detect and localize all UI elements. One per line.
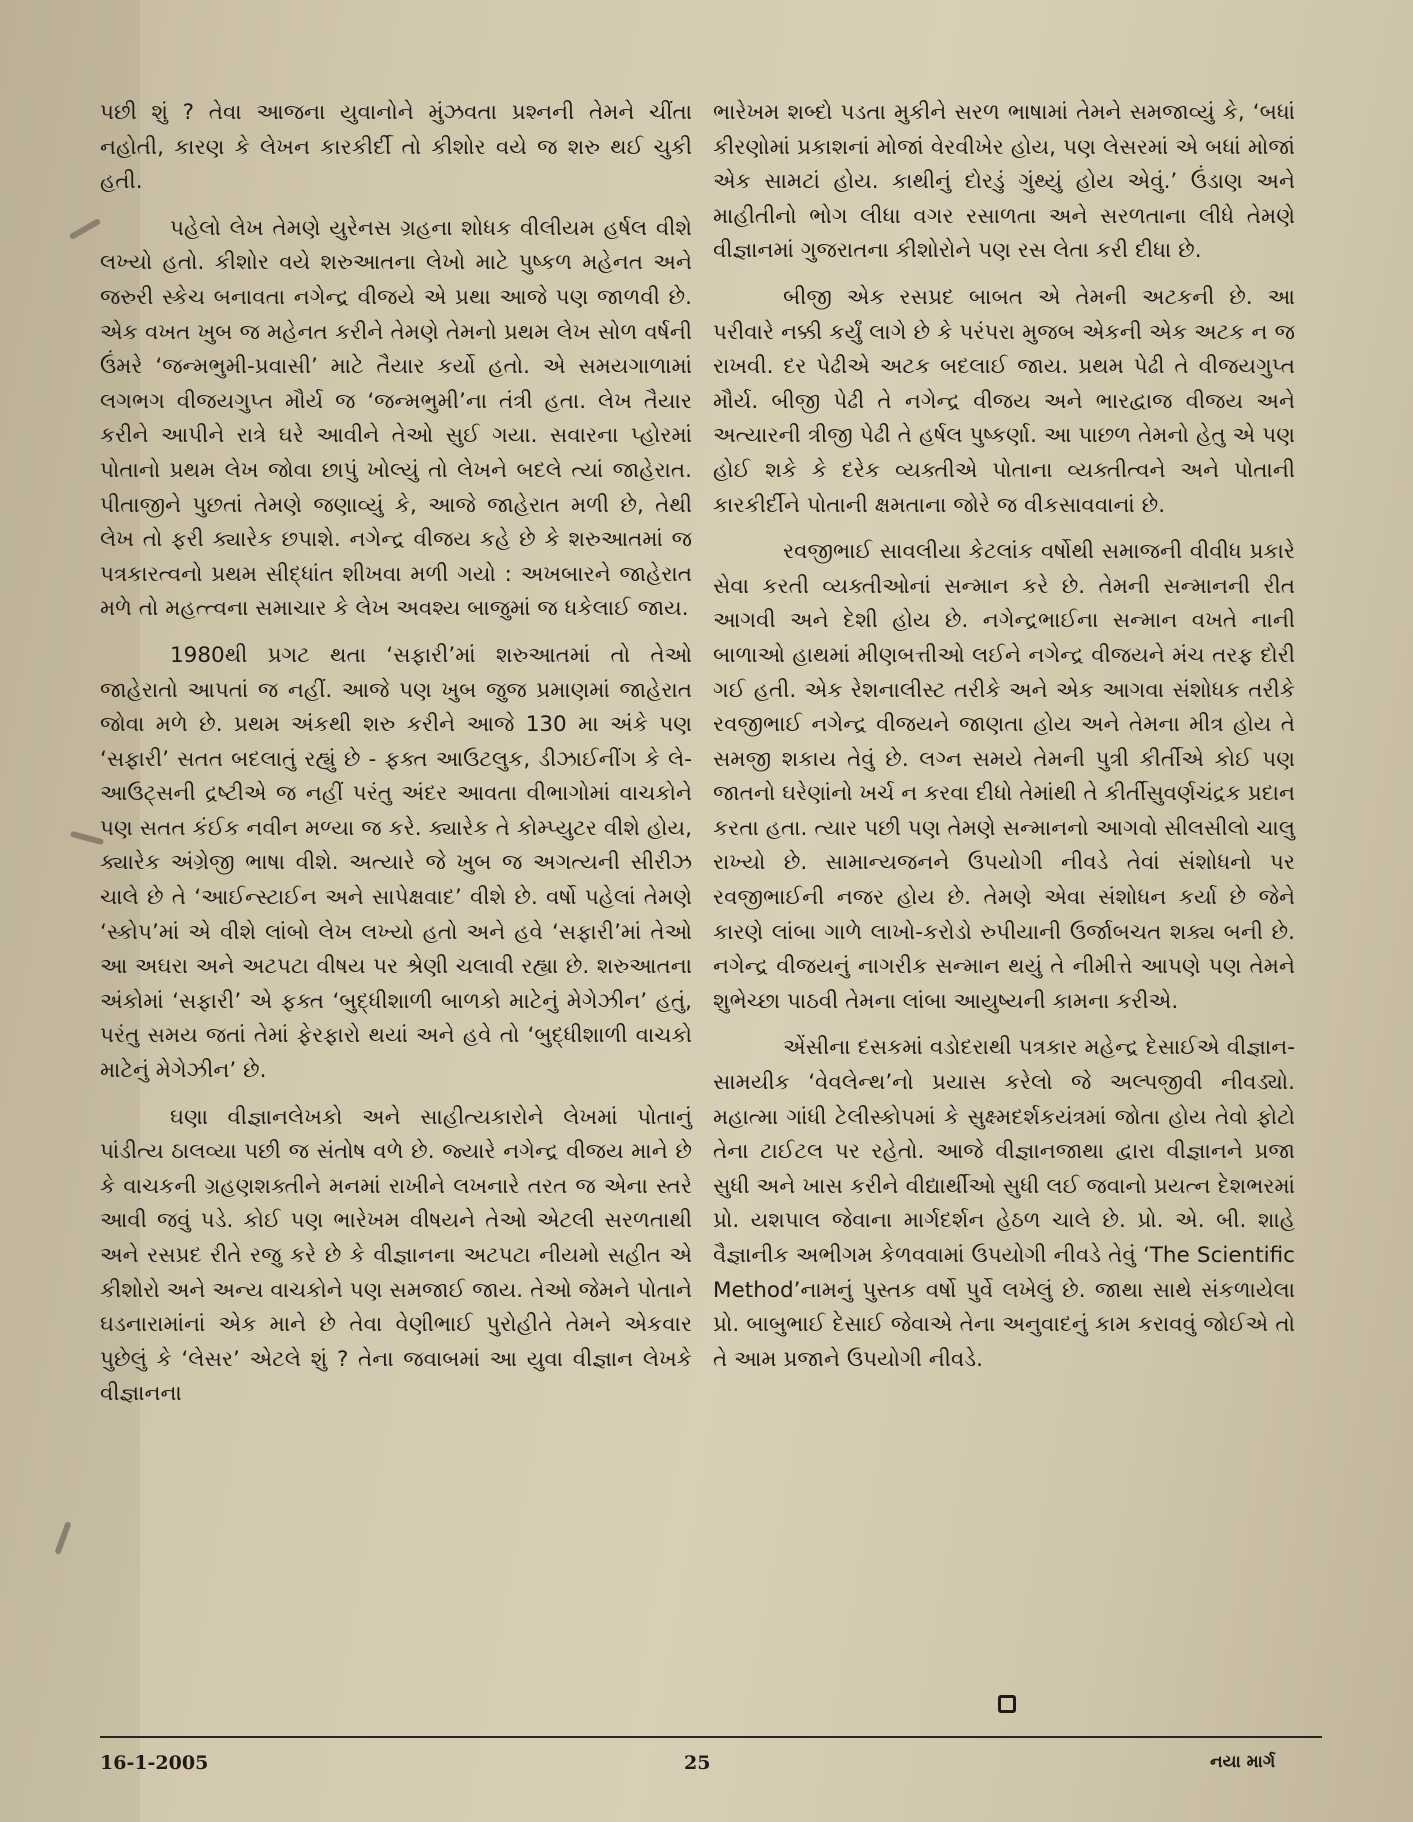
article-end-mark: [998, 1695, 1016, 1713]
paragraph: બીજી એક રસપ્રદ બાબત એ તેમની અટકની છે. આ પરીવારે નક્કી કર્યું લાગે છે કે પરંપરા મુજબ એકની એક અટક ન જ રાખવી. દર પેઢીએ અટક બદલાઈ જાય. પ્રથમ પેઢી તે વીજયગુપ્ત મૌર્ય. બીજી પેઢી તે નગેન્દ્ર વીજય અને ભારદ્વાજ વીજય અને અત્યારની ત્રીજી પેઢી તે હર્ષલ પુષ્કર્ણા. આ પાછળ તેમનો હેતુ એ પણ હોઈ શકે કે દરેક વ્યક્તીએ પોતાના વ્યક્તીત્વને અને પોતાની કારકીર્દીને પોતાની ક્ષમતાના જોરે જ વીકસાવવાનાં છે.: [713, 284, 1295, 518]
issue-date: 16-1-2005: [100, 1752, 209, 1774]
footer-rule: [100, 1736, 1322, 1738]
paragraph: પછી શું ? તેવા આજના યુવાનોને મુંઝવતા પ્રશ્નની તેમને ચીંતા નહોતી, કારણ કે લેખન કારકીર્દી તો કીશોર વયે જ શરુ થઈ ચુકી હતી.: [100, 100, 692, 195]
paragraph: ઘણા વીજ્ઞાનલેખકો અને સાહીત્યકારોને લેખમાં પોતાનું પાંડીત્ય ઠાલવ્યા પછી જ સંતોષ વળે છે. જ્યારે નગેન્દ્ર વીજય માને છે કે વાચકની ગ્રહણશક્તીને મનમાં રાખીને લખનારે તરત જ એના સ્તરે આવી જવું પડે. કોઈ પણ ભારેખમ વીષયને તેઓ એટલી સરળતાથી અને રસપ્રદ રીતે રજુ કરે છે કે વીજ્ઞાનના અટપટા નીયમો સહીત એ કીશોરો અને અન્ય વાચકોને પણ સમજાઈ જાય. તેઓ જેમને પોતાને ઘડનારામાંનાં એક માને છે તેવા વેણીભાઈ પુરોહીતે તેમને એકવાર પુછેલું કે ‘લેસર’ એટલે શું ? તેના જવાબમાં આ યુવા વીજ્ઞાન લેખકે વીજ્ઞાનના: [100, 1104, 692, 1407]
paragraph: રવજીભાઈ સાવલીયા કેટલાંક વર્ષોથી સમાજની વીવીધ પ્રકારે સેવા કરતી વ્યક્તીઓનાં સન્માન કરે છે. તેમની સન્માનની રીત આગવી અને દેશી હોય છે. નગેન્દ્રભાઈના સન્માન વખતે નાની બાળાઓ હાથમાં મીણબત્તીઓ લઈને નગેન્દ્ર વીજયને મંચ તરફ દોરી ગઈ હતી. એક રેશનાલીસ્ટ તરીકે અને એક આગવા સંશોધક તરીકે રવજીભાઈ નગેન્દ્ર વીજયને જાણતા હોય અને તેમના મીત્ર હોય તે સમજી શકાય તેવું છે. લગ્ન સમયે તેમની પુત્રી કીર્તીએ કોઈ પણ જાતનો ઘરેણાંનો ખર્ચ ન કરવા દીધો તેમાંથી તે કીર્તીસુવર્ણચંદ્રક પ્રદાન કરતા હતા. ત્યાર પછી પણ તેમણે સન્માનનો આગવો સીલસીલો ચાલુ રાખ્યો છે. સામાન્યજનને ઉપયોગી નીવડે તેવાં સંશોધનો પર રવજીભાઈની નજર હોય છે. તેમણે એવા સંશોધન કર્યા છે જેને કારણે લાંબા ગાળે લાખો-કરોડો રુપીયાની ઉર્જાબચત શક્ય બની છે. નગેન્દ્ર વીજયનું નાગરીક સન્માન થયું તે નીમીત્તે આપણે પણ તેમને શુભેચ્છા પાઠવી તેમના લાંબા આયુષ્યની કામના કરીએ.: [713, 539, 1295, 1014]
right-column: [713, 96, 1295, 1389]
paragraph: એંસીના દસકમાં વડોદરાથી પત્રકાર મહેન્દ્ર દેસાઈએ વીજ્ઞાન-સામયીક ‘વેવલેન્થ’નો પ્રયાસ કરેલો જે અલ્પજીવી નીવડ્યો. મહાત્મા ગાંધી ટેલીસ્કોપમાં કે સુક્ષ્મદર્શકયંત્રમાં જોતા હોય તેવો ફોટો તેના ટાઈટલ પર રહેતો. આજે વીજ્ઞાનજાથા દ્વારા વીજ્ઞાનને પ્રજા સુધી અને ખાસ કરીને વીદ્યાર્થીઓ સુધી લઈ જવાનો પ્રયત્ન દેશભરમાં પ્રો. યશપાલ જેવાના માર્ગદર્શન હેઠળ ચાલે છે. પ્રો. એ. બી. શાહે વૈજ્ઞાનીક અભીગમ કેળવવામાં ઉપયોગી નીવડે તેવું ‘The Scientific Method’નામનું પુસ્તક વર્ષો પુર્વે લખેલું છે. જાથા સાથે સંકળાયેલા પ્રો. બાબુભાઈ દેસાઈ જેવાએ તેના અનુવાદનું કામ કરાવવું જોઈએ તો તે આમ પ્રજાને ઉપયોગી નીવડે.: [713, 1035, 1295, 1372]
paragraph: પહેલો લેખ તેમણે યુરેનસ ગ્રહના શોધક વીલીયમ હર્ષલ વીશે લખ્યો હતો. કીશોર વયે શરુઆતના લેખો માટે પુષ્કળ મહેનત અને જરુરી સ્કેચ બનાવતા નગેન્દ્ર વીજયે એ પ્રથા આજે પણ જાળવી છે. એક વખત ખુબ જ મહેનત કરીને તેમણે તેમનો પ્રથમ લેખ સોળ વર્ષની ઉંમરે ‘જન્મભુમી-પ્રવાસી’ માટે તૈયાર કર્યો હતો. એ સમયગાળામાં લગભગ વીજયગુપ્ત મૌર્ય જ ‘જન્મભુમી’ના તંત્રી હતા. લેખ તૈયાર કરીને આપીને રાત્રે ઘરે આવીને તેઓ સુઈ ગયા. સવારના પ્હોરમાં પોતાનો પ્રથમ લેખ જોવા છાપું ખોલ્યું તો લેખને બદલે ત્યાં જાહેરાત. પીતાજીને પુછતાં તેમણે જણાવ્યું કે, આજે જાહેરાત મળી છે, તેથી લેખ તો ફરી ક્યારેક છપાશે. નગેન્દ્ર વીજય કહે છે કે શરુઆતમાં જ પત્રકારત્વનો પ્રથમ સીદ્ધાંત શીખવા મળી ગયો : અખબારને જાહેરાત મળે તો મહત્ત્વના સમાચાર કે લેખ અવશ્ય બાજુમાં જ ધકેલાઈ જાય.: [100, 215, 692, 622]
paragraph: ભારેખમ શબ્દો પડતા મુકીને સરળ ભાષામાં તેમને સમજાવ્યું કે, ‘બધાં કીરણોમાં પ્રકાશનાં મોજાં વેરવીખેર હોય, પણ લેસરમાં એ બધાં મોજાં એક સામટાં હોય. કાથીનું દોરડું ગુંથ્યું હોય એવું.’ ઉંડાણ અને માહીતીનો ભોગ લીધા વગર રસાળતા અને સરળતાના લીધે તેમણે વીજ્ઞાનમાં ગુજરાતના કીશોરોને પણ રસ લેતા કરી દીધા છે.: [713, 100, 1295, 264]
magazine-name: નયા માર્ગ: [1210, 1752, 1276, 1772]
page-number: 25: [684, 1752, 711, 1774]
paragraph: 1980થી પ્રગટ થતા ‘સફારી’માં શરુઆતમાં તો તેઓ જાહેરાતો આપતાં જ નહીં. આજે પણ ખુબ જુજ પ્રમાણમાં જાહેરાત જોવા મળે છે. પ્રથમ અંકથી શરુ કરીને આજે 130 મા અંકે પણ ‘સફારી’ સતત બદલાતું રહ્યું છે - ફક્ત આઉટલુક, ડીઝાઈનીંગ કે લે-આઉટ્સની દ્રષ્ટીએ જ નહીં પરંતુ અંદર આવતા વીભાગોમાં વાચકોને પણ સતત કંઈક નવીન મળ્યા જ કરે. ક્યારેક તે કોમ્પ્યુટર વીશે હોય, ક્યારેક અંગ્રેજી ભાષા વીશે. અત્યારે જે ખુબ જ અગત્યની સીરીઝ ચાલે છે તે ‘આઈન્સ્ટાઈન અને સાપેક્ષવાદ’ વીશે છે. વર્ષો પહેલાં તેમણે ‘સ્કોપ’માં એ વીશે લાંબો લેખ લખ્યો હતો અને હવે ‘સફારી’માં તેઓ આ અઘરા અને અટપટા વીષય પર શ્રેણી ચલાવી રહ્યા છે. શરુઆતના અંકોમાં ‘સફારી’ એ ફક્ત ‘બુદ્ધીશાળી બાળકો માટેનું મેગેઝીન’ હતું, પરંતુ સમય જતાં તેમાં ફેરફારો થયાં અને હવે તો ‘બુદ્ધીશાળી વાચકો માટેનું મેગેઝીન’ છે.: [100, 642, 692, 1084]
left-column: [100, 96, 692, 1424]
